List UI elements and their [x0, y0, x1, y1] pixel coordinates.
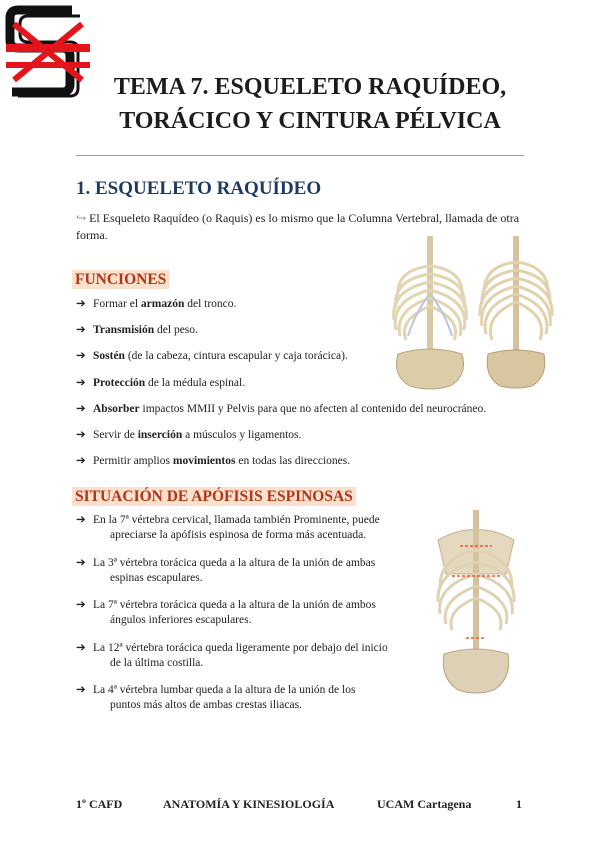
arrow-bullet-icon: ➔	[76, 428, 86, 441]
list-item: ➔ Servir de inserción a músculos y ligamentos.	[76, 427, 546, 453]
situacion-list	[76, 513, 406, 726]
arrow-bullet-icon: ➔	[76, 350, 86, 363]
title-line-1: TEMA 7. ESQUELETO RAQUÍDEO,	[113, 74, 507, 100]
page-number: 1	[516, 797, 522, 811]
page-title	[60, 70, 560, 138]
list-item: ➔ Formar el armazón del tronco.	[76, 296, 546, 322]
arrow-bullet-icon: ➔	[76, 684, 86, 696]
arrow-bullet-icon: ➔	[76, 324, 86, 337]
torso-skeleton-markers-image	[430, 510, 522, 696]
footer-subject: ANATOMÍA Y KINESIOLOGÍA	[163, 797, 335, 811]
torso-skeleton-front-image	[388, 236, 472, 392]
arrow-bullet-icon: ➔	[76, 556, 86, 569]
list-item: ➔ Sostén (de la cabeza, cintura escapular y caja torácica).	[76, 348, 546, 374]
arrow-bullet-icon: ➔	[76, 376, 86, 389]
section-heading: 1. ESQUELETO RAQUÍDEO	[76, 178, 322, 199]
arrow-bullet-icon: ➔	[76, 455, 86, 468]
footer-course: 1º CAFD	[76, 797, 123, 811]
situacion-heading: SITUACIÓN DE APÓFISIS ESPINOSAS	[72, 487, 356, 506]
title-divider	[76, 155, 524, 156]
list-item: ➔ La 7ª vértebra torácica queda a la altura de la unión de ambos ángulos inferiores escapulares.	[76, 599, 376, 626]
list-item: ➔ Transmisión del peso.	[76, 322, 546, 348]
list-item: ➔ Protección de la médula espinal.	[76, 375, 546, 401]
curved-arrow-icon: ↪	[76, 211, 87, 225]
title-line-2: TORÁCICO Y CINTURA PÉLVICA	[119, 108, 501, 134]
list-item: ➔ Absorber impactos MMII y Pelvis para que no afecten al contenido del neurocráneo.	[76, 401, 546, 427]
funciones-heading: FUNCIONES	[72, 270, 169, 289]
arrow-bullet-icon: ➔	[76, 514, 86, 526]
arrow-bullet-icon: ➔	[76, 298, 86, 310]
list-item: ➔ La 12ª vértebra torácica queda ligeramente por debajo del inicio de la última costilla.	[76, 641, 388, 669]
list-item: ➔ Permitir amplios movimientos en todas las direcciones.	[76, 453, 546, 479]
arrow-bullet-icon: ➔	[76, 402, 86, 415]
arrow-bullet-icon: ➔	[76, 641, 86, 654]
intro-text: El Esqueleto Raquídeo (o Raquis) es lo mismo que la Columna Vertebral, llamada de otra forma.	[76, 211, 520, 242]
list-item: ➔ La 3ª vértebra torácica queda a la altura de la unión de ambas espinas escapulares.	[76, 556, 376, 584]
arrow-bullet-icon: ➔	[76, 599, 86, 611]
list-item: ➔ La 4ª vértebra lumbar queda a la altura de la unión de los puntos más altos de ambas crestas iliacas.	[76, 684, 356, 711]
footer-school: UCAM Cartagena	[377, 797, 472, 811]
list-item: ➔ En la 7ª vértebra cervical, llamada también Prominente, puede apreciarse la apófisis espinosa de forma más acentuada.	[76, 514, 380, 541]
torso-skeleton-back-image	[476, 236, 556, 392]
